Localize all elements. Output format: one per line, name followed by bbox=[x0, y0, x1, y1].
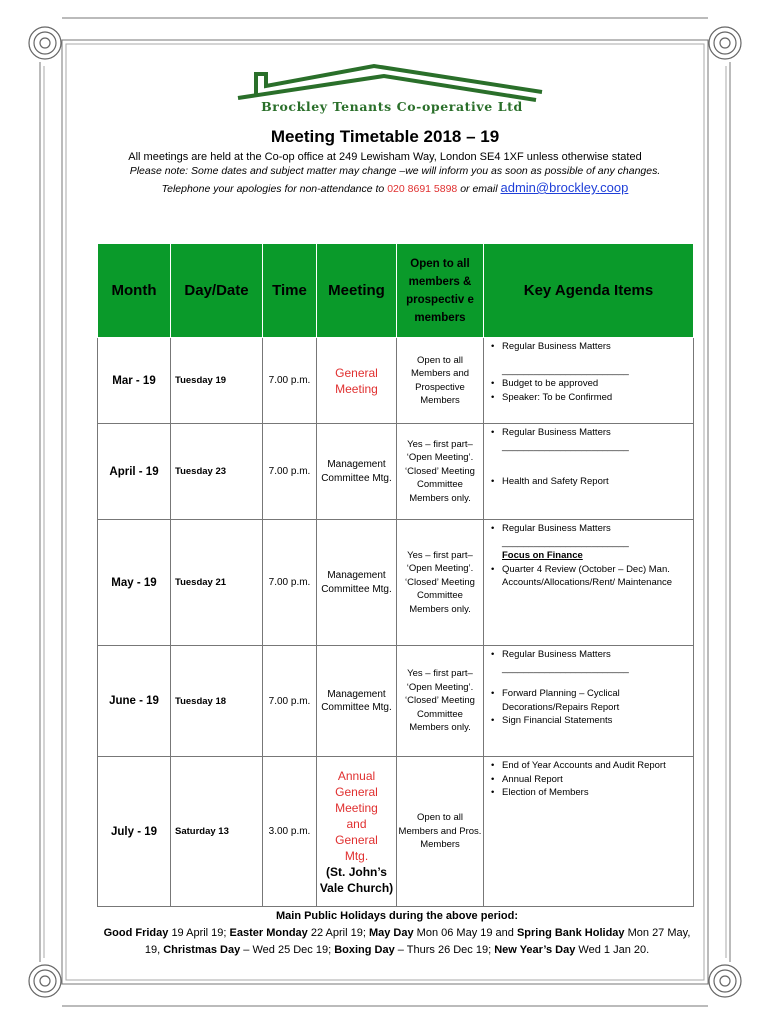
agenda-item: • Election of Members bbox=[502, 786, 693, 800]
holiday-date: Wed 1 Jan 20. bbox=[578, 944, 650, 956]
row-meeting: General Meeting bbox=[317, 338, 397, 424]
header-month: Month bbox=[98, 244, 171, 338]
row-agenda bbox=[484, 424, 694, 520]
agenda-item: • Budget to be approved bbox=[502, 377, 693, 391]
timetable bbox=[97, 243, 694, 907]
agenda-item: • End of Year Accounts and Audit Report bbox=[502, 759, 693, 773]
row-open-to: Yes – first part– ‘Open Meeting’. ‘Closed’ Meeting Committee Members only. bbox=[397, 520, 484, 646]
contact-prefix: Telephone your apologies for non-attendance to bbox=[161, 183, 385, 195]
holiday-name: Good Friday bbox=[103, 927, 169, 939]
header-day-date: Day/Date bbox=[171, 244, 263, 338]
table-header-row bbox=[98, 244, 694, 338]
logo-text: Brockley Tenants Co-operative Ltd bbox=[261, 99, 523, 114]
table-row bbox=[98, 520, 694, 646]
agenda-item: • Regular Business Matters bbox=[502, 426, 693, 440]
row-day: Tuesday 18 bbox=[171, 646, 263, 757]
table-row bbox=[98, 646, 694, 757]
row-agenda bbox=[484, 520, 694, 646]
table-row bbox=[98, 424, 694, 520]
row-time: 7.00 p.m. bbox=[263, 338, 317, 424]
holidays-list bbox=[95, 925, 699, 959]
row-time: 7.00 p.m. bbox=[263, 520, 317, 646]
page-title: Meeting Timetable 2018 – 19 bbox=[270, 127, 500, 146]
contact-mid: or email bbox=[460, 183, 498, 195]
agenda-item: • Speaker: To be Confirmed bbox=[502, 391, 693, 405]
row-month: April - 19 bbox=[98, 424, 171, 520]
intro-line-contact bbox=[0, 180, 770, 195]
holidays-heading: Main Public Holidays during the above period: bbox=[275, 910, 519, 922]
row-month: July - 19 bbox=[98, 757, 171, 907]
holiday-date: Mon 06 May 19 and bbox=[416, 927, 514, 939]
holiday-name: Christmas Day bbox=[163, 944, 241, 956]
row-time: 3.00 p.m. bbox=[263, 757, 317, 907]
table-row bbox=[98, 757, 694, 907]
agenda-separator: ________________________ bbox=[502, 440, 629, 452]
row-meeting bbox=[317, 757, 397, 907]
row-month: May - 19 bbox=[98, 520, 171, 646]
agenda-item: • Annual Report bbox=[502, 773, 693, 787]
holiday-name: New Year’s Day bbox=[494, 944, 576, 956]
email-link[interactable]: admin@brockley.coop bbox=[500, 180, 629, 195]
agenda-separator: ________________________ bbox=[502, 662, 629, 674]
public-holidays bbox=[95, 908, 699, 959]
agenda-item: • Health and Safety Report bbox=[502, 475, 693, 489]
row-meeting: Management Committee Mtg. bbox=[317, 424, 397, 520]
agenda-item: • Regular Business Matters bbox=[502, 522, 693, 536]
agenda-item: • Regular Business Matters bbox=[502, 340, 693, 354]
agenda-item: • Quarter 4 Review (October – Dec) Man. Accounts/Allocations/Rent/ Maintenance bbox=[502, 563, 693, 590]
row-agenda bbox=[484, 646, 694, 757]
row-day: Tuesday 21 bbox=[171, 520, 263, 646]
meeting-title: Annual General Meeting and General Mtg. bbox=[335, 768, 378, 863]
header-meeting: Meeting bbox=[317, 244, 397, 338]
holiday-name: Easter Monday bbox=[229, 927, 308, 939]
row-time: 7.00 p.m. bbox=[263, 646, 317, 757]
row-day: Tuesday 23 bbox=[171, 424, 263, 520]
meeting-venue: (St. John’s Vale Church) bbox=[319, 864, 394, 895]
holiday-name: May Day bbox=[368, 927, 414, 939]
row-open-to: Open to all Members and Pros. Members bbox=[397, 757, 484, 907]
row-day: Saturday 13 bbox=[171, 757, 263, 907]
row-open-to: Yes – first part– ‘Open Meeting’. ‘Closed’ Meeting Committee Members only. bbox=[397, 646, 484, 757]
row-meeting: Management Committee Mtg. bbox=[317, 646, 397, 757]
agenda-item: • Regular Business Matters bbox=[502, 648, 693, 662]
row-open-to: Open to all Members and Prospective Members bbox=[397, 338, 484, 424]
holiday-name: Spring Bank Holiday bbox=[516, 927, 625, 939]
intro-line-note: Please note: Some dates and subject matter may change –we will inform you as soon as possible of any changes. bbox=[129, 165, 661, 177]
holiday-date: Mon 27 May, 19, bbox=[144, 927, 691, 956]
holiday-name: Boxing Day bbox=[334, 944, 395, 956]
row-month: June - 19 bbox=[98, 646, 171, 757]
agenda-separator: ________________________ bbox=[502, 364, 629, 376]
row-meeting: Management Committee Mtg. bbox=[317, 520, 397, 646]
holiday-date: – Wed 25 Dec 19; bbox=[243, 944, 332, 956]
row-agenda bbox=[484, 338, 694, 424]
holiday-date: 19 April 19; bbox=[171, 927, 227, 939]
header-agenda: Key Agenda Items bbox=[484, 244, 694, 338]
agenda-separator: ________________________ bbox=[502, 536, 629, 548]
header-time: Time bbox=[263, 244, 317, 338]
row-agenda bbox=[484, 757, 694, 907]
table-row bbox=[98, 338, 694, 424]
holiday-date: – Thurs 26 Dec 19; bbox=[397, 944, 492, 956]
row-day: Tuesday 19 bbox=[171, 338, 263, 424]
row-time: 7.00 p.m. bbox=[263, 424, 317, 520]
holiday-date: 22 April 19; bbox=[310, 927, 366, 939]
agenda-focus-heading: Focus on Finance bbox=[502, 550, 583, 561]
intro-line-venue: All meetings are held at the Co-op office at 249 Lewisham Way, London SE4 1XF unless otherwise stated bbox=[128, 151, 642, 163]
row-open-to: Yes – first part– ‘Open Meeting’. ‘Closed’ Meeting Committee Members only. bbox=[397, 424, 484, 520]
phone-number: 020 8691 5898 bbox=[387, 183, 458, 195]
row-month: Mar - 19 bbox=[98, 338, 171, 424]
header-open-to: Open to all members & prospectiv e members bbox=[397, 244, 484, 338]
agenda-item: • Sign Financial Statements bbox=[502, 714, 693, 728]
agenda-item: • Forward Planning – Cyclical Decorations/Repairs Report bbox=[502, 687, 693, 714]
